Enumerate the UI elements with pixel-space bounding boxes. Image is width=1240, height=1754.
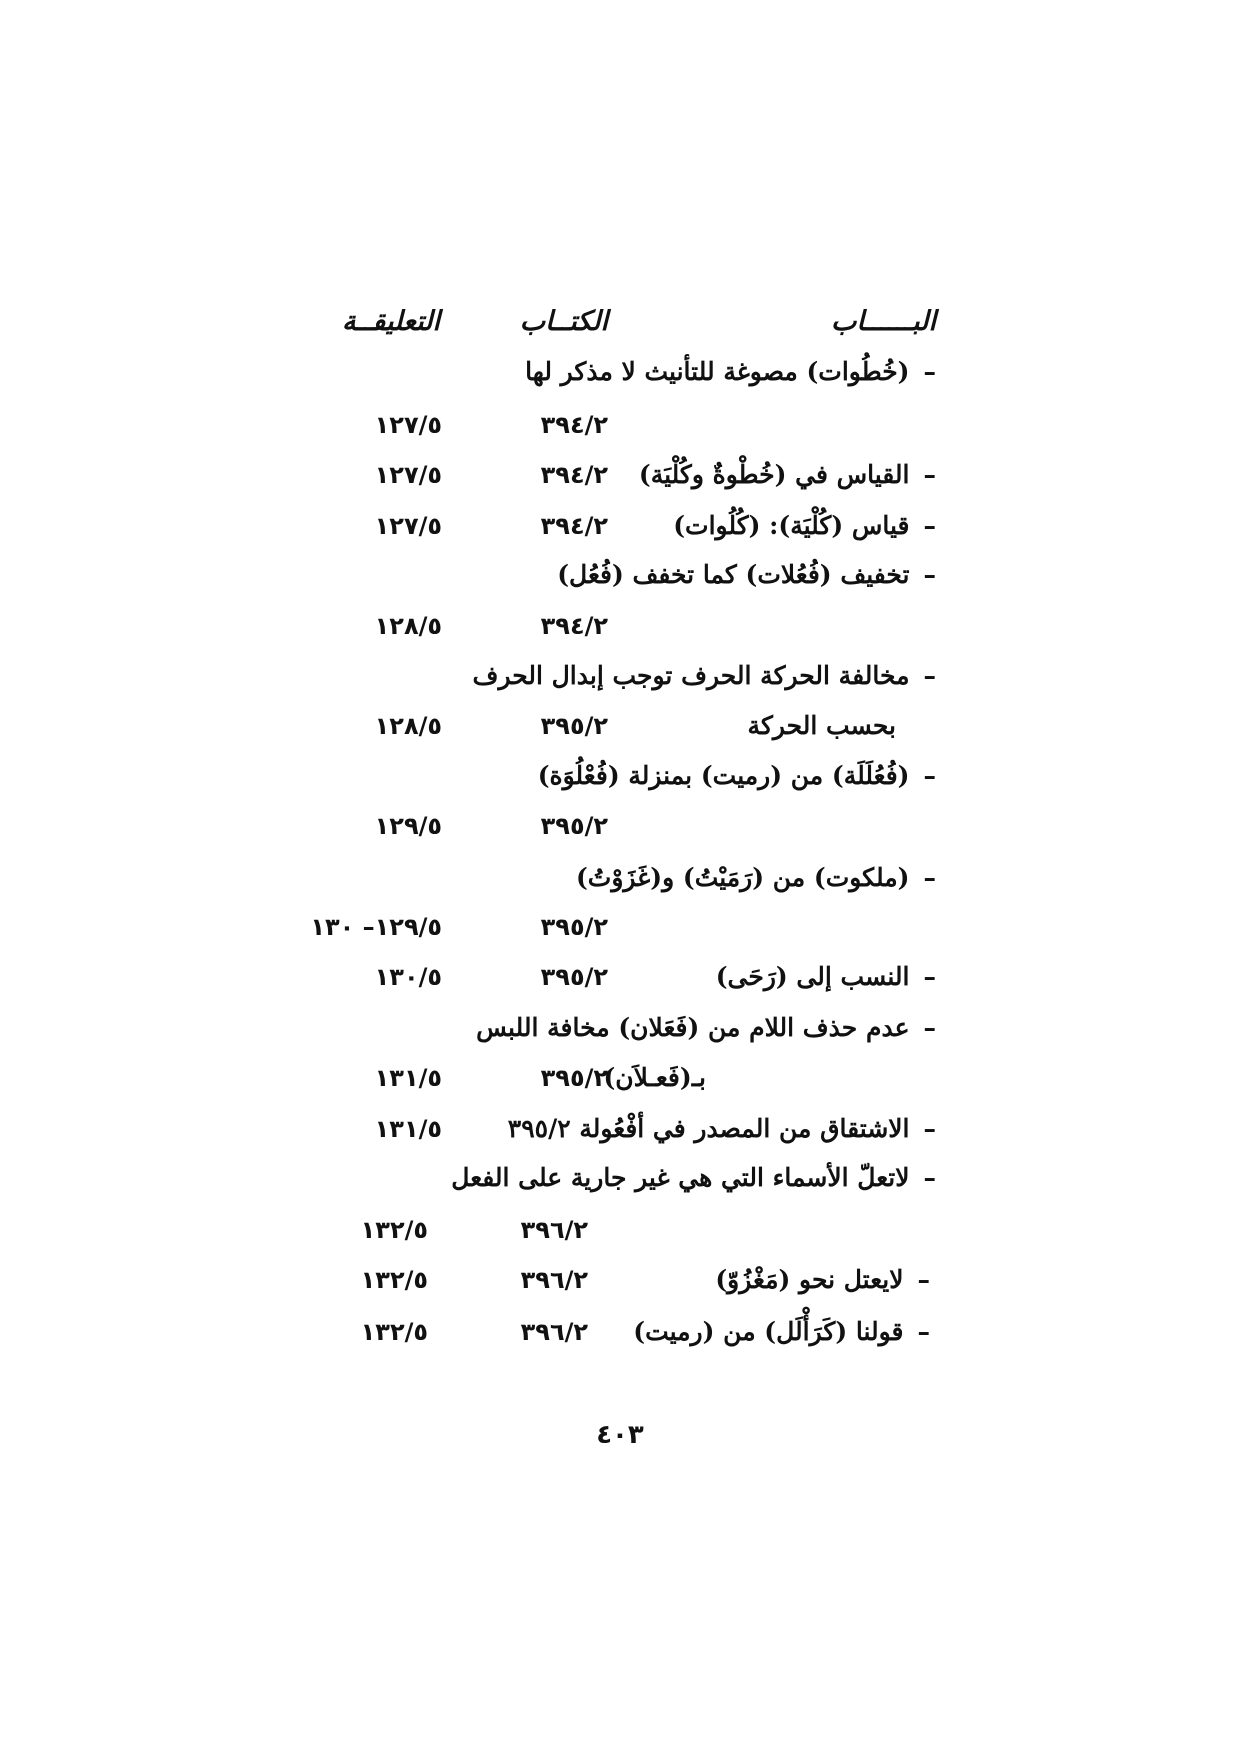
commentary-ref: ١٢٩/٥– ١٣٠ [310, 913, 442, 941]
book-ref: ٣٩٥/٢ [540, 712, 608, 740]
commentary-ref: ١٣٢/٥ [360, 1216, 428, 1244]
entry-label: (خُطُوات) مصوغة للتأنيث لا مذكر لها [525, 357, 910, 386]
entry-text [633, 1312, 930, 1352]
book-ref: ٣٩٤/٢ [540, 612, 608, 640]
entry-label: مخالفة الحركة الحرف توجب إبدال الحرف [472, 661, 910, 690]
entry-label: القياس في (خُطْوةٌ وكُلْيَة) [638, 460, 910, 489]
entry-text [473, 656, 936, 696]
index-row [0, 1312, 1240, 1352]
commentary-ref: ١٣٠/٥ [374, 963, 442, 991]
book-ref: ٣٩٤/٢ [540, 461, 608, 489]
index-row [0, 405, 1240, 445]
entry-label: لايعتل نحو (مَغْزُوّ) [715, 1265, 904, 1294]
index-row [0, 1058, 1240, 1098]
entry-text [538, 756, 936, 796]
entry-text [476, 1008, 936, 1048]
commentary-ref: ١٢٨/٥ [374, 712, 442, 740]
header-commentary: التعليقــة [342, 306, 440, 337]
entry-label: تخفيف (فُعُلات) كما تخفف (فُعُل) [557, 560, 910, 589]
commentary-ref: ١٣١/٥ [374, 1115, 442, 1143]
entry-continuation: بحسب الحركة [747, 711, 896, 740]
entry-dash: – [923, 962, 936, 991]
book-ref: ٣٩٦/٢ [520, 1216, 588, 1244]
entry-text [451, 1158, 936, 1198]
entry-dash: – [923, 460, 936, 489]
entry-dash: – [923, 357, 936, 386]
commentary-ref: ١٣٢/٥ [360, 1318, 428, 1346]
book-ref: ٣٩٥/٢ [540, 963, 608, 991]
book-ref: ٣٩٤/٢ [540, 411, 608, 439]
index-row [0, 606, 1240, 646]
entry-dash: – [923, 761, 936, 790]
entry-text [715, 1260, 930, 1300]
entry-label: قياس (كُلْيَة): (كُلُوات) [673, 511, 910, 540]
entry-label: (ملكوت) من (رَمَيْتُ) و(غَزَوْتُ) [575, 863, 910, 892]
entry-dash: – [923, 863, 936, 892]
commentary-ref: ١٢٧/٥ [374, 512, 442, 540]
entry-text [576, 858, 936, 898]
book-ref: ٣٩٥/٢ [540, 913, 608, 941]
entry-dash: – [923, 1013, 936, 1042]
entry-continuation: بـ(فَعـلاَن) [603, 1063, 706, 1092]
entry-label: الاشتقاق من المصدر في أفْعُولة ٣٩٥/٢ [507, 1114, 910, 1143]
entry-dash: – [923, 1114, 936, 1143]
entry-text [557, 555, 936, 595]
index-row [0, 806, 1240, 846]
entry-text [639, 455, 936, 495]
index-row [0, 706, 1240, 746]
commentary-ref: ١٢٧/٥ [374, 411, 442, 439]
entry-dash: – [917, 1317, 930, 1346]
index-row [0, 756, 1240, 796]
entry-dash: – [923, 560, 936, 589]
header-book: الكتــاب [519, 306, 608, 337]
commentary-ref: ١٢٧/٥ [374, 461, 442, 489]
page-number: ٤٠٣ [596, 1420, 644, 1450]
index-row [0, 352, 1240, 392]
entry-text [716, 957, 936, 997]
entry-dash: – [923, 661, 936, 690]
entry-label: قولنا (كَرَأْلَل) من (رميت) [633, 1317, 904, 1346]
entry-text [525, 352, 936, 392]
commentary-ref: ١٣٢/٥ [360, 1266, 428, 1294]
book-ref: ٣٩٦/٢ [520, 1318, 588, 1346]
header-chapter: البــــــاب [831, 306, 936, 337]
index-row [0, 907, 1240, 947]
entry-dash: – [923, 1163, 936, 1192]
index-row [0, 858, 1240, 898]
index-row [0, 1008, 1240, 1048]
commentary-ref: ١٢٨/٥ [374, 612, 442, 640]
commentary-ref: ١٣١/٥ [374, 1064, 442, 1092]
book-ref: ٣٩٦/٢ [520, 1266, 588, 1294]
entry-label: لاتعلّ الأسماء التي هي غير جارية على الفعل [451, 1163, 910, 1192]
entry-text [508, 1109, 936, 1149]
index-row [0, 1210, 1240, 1250]
book-ref: ٣٩٥/٢ [540, 812, 608, 840]
index-row [0, 656, 1240, 696]
index-row [0, 1109, 1240, 1149]
book-ref: ٣٩٤/٢ [540, 512, 608, 540]
commentary-ref: ١٢٩/٥ [374, 812, 442, 840]
entry-label: (فُعُلَلَة) من (رميت) بمنزلة (فُعْلُوَة) [537, 761, 910, 790]
entry-label: النسب إلى (رَحَى) [715, 962, 910, 991]
index-row [0, 1158, 1240, 1198]
index-row [0, 1260, 1240, 1300]
entry-dash: – [923, 511, 936, 540]
entry-dash: – [917, 1265, 930, 1294]
entry-label: عدم حذف اللام من (فَعَلان) مخافة اللبس [476, 1013, 910, 1042]
index-row [0, 555, 1240, 595]
index-row [0, 957, 1240, 997]
book-ref: ٣٩٥/٢ [540, 1064, 608, 1092]
index-row [0, 455, 1240, 495]
index-row [0, 506, 1240, 546]
entry-text [673, 506, 936, 546]
